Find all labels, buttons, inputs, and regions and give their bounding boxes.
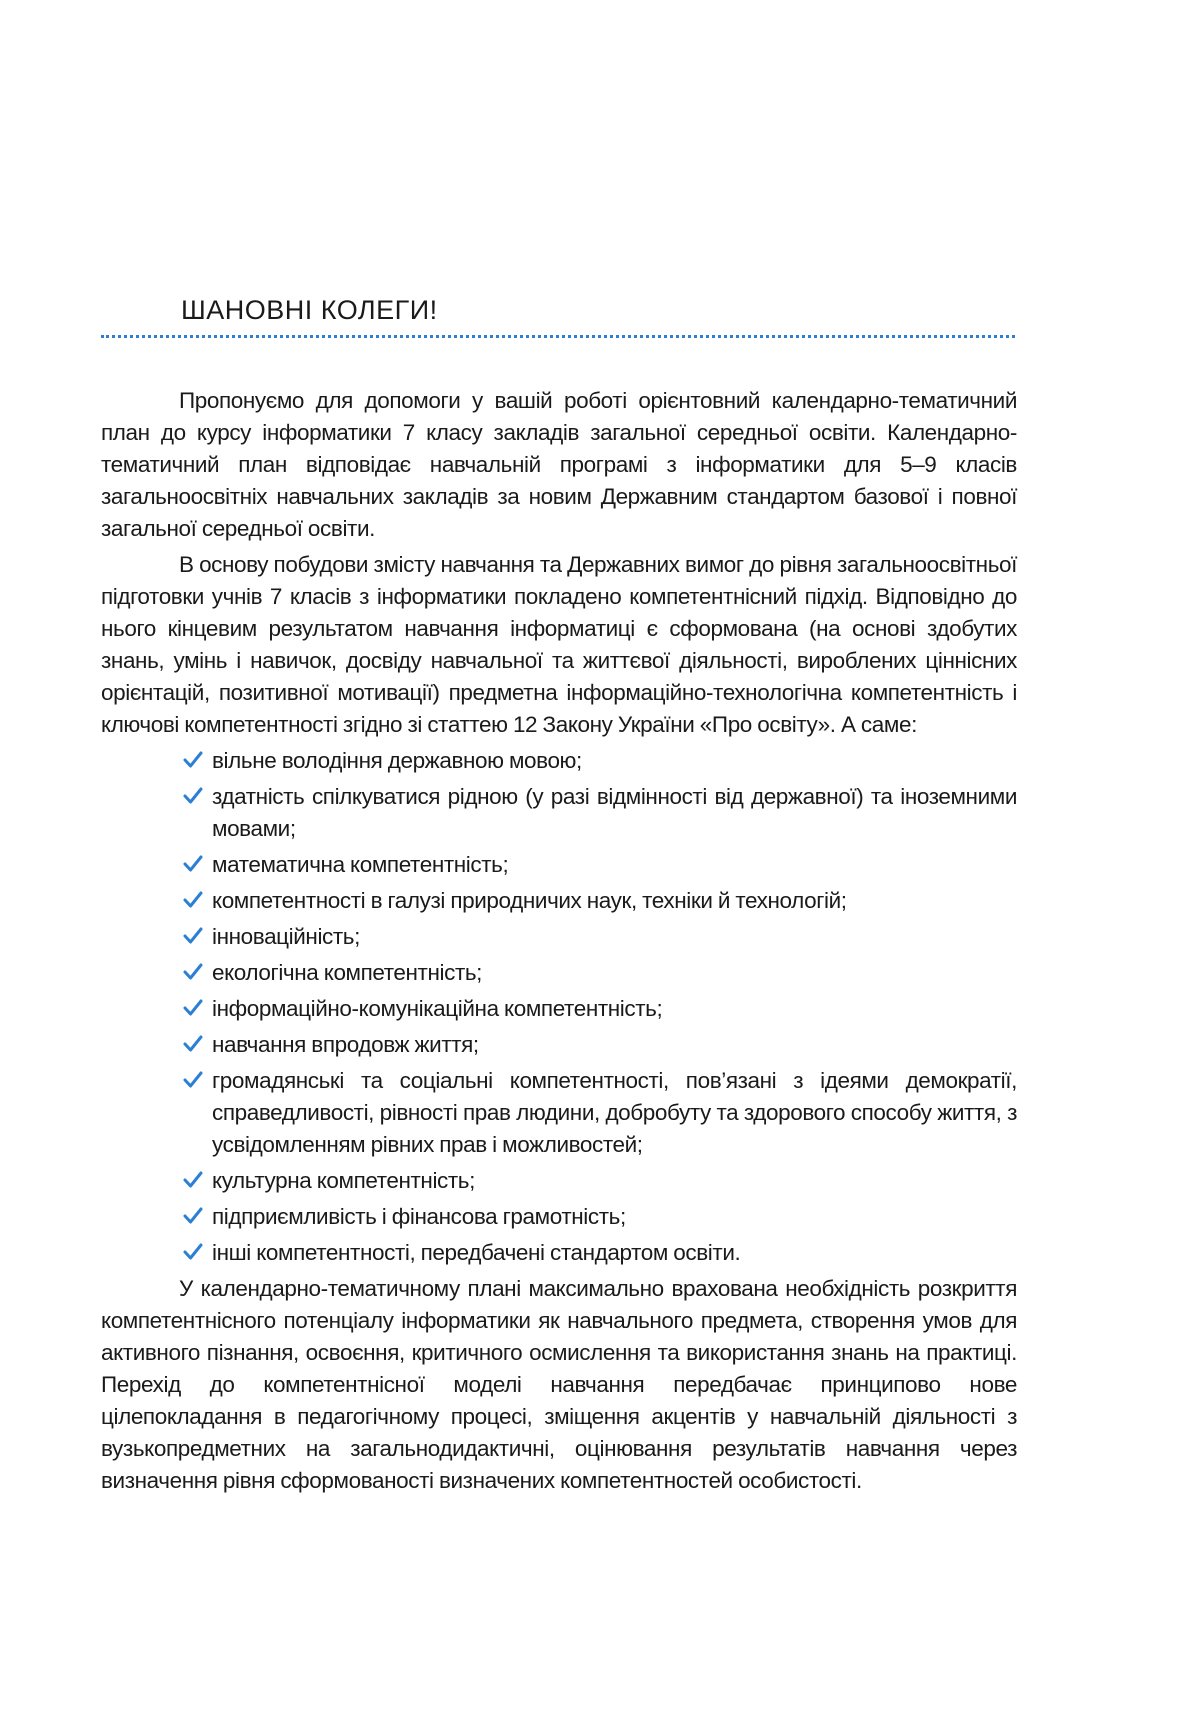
checkmark-icon	[182, 925, 204, 947]
checkmark-icon	[182, 853, 204, 875]
page-content	[101, 293, 1017, 1501]
list-item	[101, 1237, 1017, 1269]
list-item-text: компетентності в галузі природничих наук, техніки й технологій;	[212, 888, 847, 913]
checkmark-icon	[182, 749, 204, 771]
dotted-divider	[101, 335, 1015, 338]
checkmark-icon	[182, 1241, 204, 1263]
checkmark-icon	[182, 997, 204, 1019]
list-item-text: культурна компетентність;	[212, 1168, 475, 1193]
list-item	[101, 1201, 1017, 1233]
list-item-text: екологічна компетентність;	[212, 960, 483, 985]
list-item	[101, 993, 1017, 1025]
list-item	[101, 885, 1017, 917]
list-item-text: громадянські та соціальні компетентності, пов’язані з ідеями демократії, справедливості, рівності прав людини, добробуту та здорового способу життя, з усвідомленням рівних прав і можливостей;	[212, 1068, 1017, 1157]
list-item-text: підприємливість і фінансова грамотність;	[212, 1204, 626, 1229]
page-title: ШАНОВНІ КОЛЕГИ!	[181, 295, 438, 325]
list-item	[101, 1029, 1017, 1061]
list-item-text: вільне володіння державною мовою;	[212, 748, 582, 773]
competence-paragraph: В основу побудови змісту навчання та Державних вимог до рівня загальноосвітньої підготовки учнів 7 класів з інформатики покладено компетентнісний підхід. Відповідно до нього кінцевим результатом навчання інформатиці є сформована (на основі здобутих знань, умінь і навичок, досвіду навчальної та життєвої діяльності, вироблених ціннісних орієнтацій, позитивної мотивації) предметна інформаційно-технологічна компетентність і ключові компетентності згідно зі статтею 12 Закону України «Про освіту». А саме:	[101, 552, 1017, 737]
list-item-text: здатність спілкуватися рідною (у разі відмінності від державної) та іноземними мовами;	[212, 784, 1017, 841]
list-item	[101, 849, 1017, 881]
checkmark-icon	[182, 1169, 204, 1191]
list-item-text: інноваційність;	[212, 924, 360, 949]
checkmark-icon	[182, 1069, 204, 1091]
body-text	[101, 385, 1017, 1497]
closing-paragraph: У календарно-тематичному плані максимально врахована необхідність розкриття компетентнісного потенціалу інформатики як навчального предмета, створення умов для активного пізнання, освоєння, критичного осмислення та використання знань на практиці. Перехід до компетентнісної моделі навчання передбачає принципово нове цілепокладання в педагогічному процесі, зміщення акцентів у навчальній діяльності з вузькопредметних на загальнодидактичні, оцінювання результатів навчання через визначення рівня сформованості визначених компетентностей особистості.	[101, 1276, 1017, 1493]
list-item	[101, 781, 1017, 845]
list-item	[101, 921, 1017, 953]
list-item-text: математична компетентність;	[212, 852, 509, 877]
checkmark-icon	[182, 1205, 204, 1227]
list-item	[101, 1165, 1017, 1197]
list-item	[101, 745, 1017, 777]
list-item	[101, 957, 1017, 989]
list-item	[101, 1065, 1017, 1161]
checkmark-icon	[182, 961, 204, 983]
list-item-text: навчання впродовж життя;	[212, 1032, 479, 1057]
checkmark-icon	[182, 785, 204, 807]
list-item-text: інші компетентності, передбачені стандартом освіти.	[212, 1240, 741, 1265]
list-item-text: інформаційно-комунікаційна компетентність;	[212, 996, 663, 1021]
competence-list	[101, 745, 1017, 1269]
checkmark-icon	[182, 889, 204, 911]
intro-paragraph: Пропонуємо для допомоги у вашій роботі орієнтовний календарно-тематичний план до курсу інформатики 7 класу закладів загальної середньої освіти. Календарно-тематичний план відповідає навчальній програмі з інформатики для 5–9 класів загальноосвітніх навчальних закладів за новим Державним стандартом базової і повної загальної середньої освіти.	[101, 388, 1017, 541]
checkmark-icon	[182, 1033, 204, 1055]
